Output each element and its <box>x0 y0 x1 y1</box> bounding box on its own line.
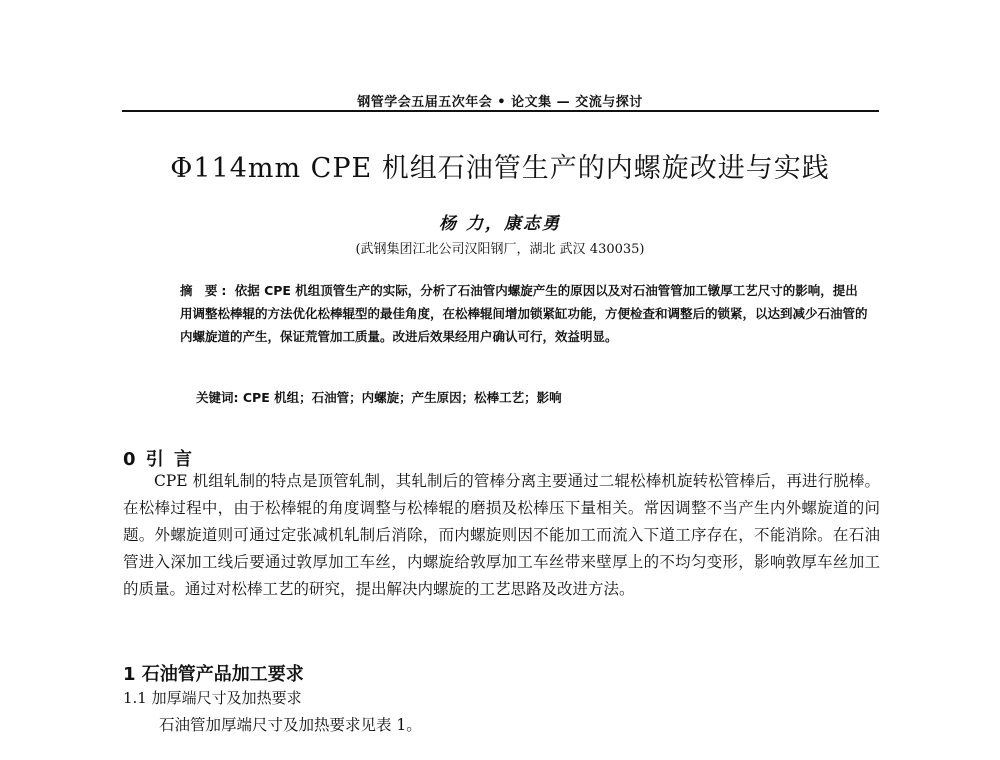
paper-title: Φ114mm CPE 机组石油管生产的内螺旋改进与实践 <box>170 153 830 184</box>
abstract <box>180 279 870 349</box>
keywords <box>196 388 870 406</box>
header-rule <box>122 110 879 112</box>
keywords-label: 关键词: <box>196 390 239 405</box>
abstract-text: 依据 CPE 机组顶管生产的实际，分析了石油管内螺旋产生的原因以及对石油管管加工镦厚工艺尺寸的影响，提出用调整松棒辊的方法优化松棒辊型的最佳角度，在松棒辊间增加锁紧缸功能，方便检查和调整后的锁紧，以达到减少石油管的内螺旋道的产生，保证荒管加工质量。改进后效果经用户确认可行，效益明显。 <box>180 283 868 345</box>
authors: 杨 力，康志勇 <box>439 214 561 234</box>
introduction-paragraph: CPE 机组轧制的特点是顶管轧制，其轧制后的管棒分离主要通过二辊松棒机旋转松管棒后，再进行脱棒。在松棒过程中，由于松棒辊的角度调整与松棒辊的磨损及松棒压下量相关。常因调整不当产生内外螺旋道的问题。外螺旋道则可通过定张减机轧制后消除，而内螺旋则因不能加工而流入下道工序存在，不能消除。在石油管进入深加工线后要通过敦厚加工车丝，内螺旋给敦厚加工车丝带来壁厚上的不均匀变形，影响敦厚车丝加工的质量。通过对松棒工艺的研究，提出解决内螺旋的工艺思路及改进方法。 <box>123 472 880 598</box>
keywords-text: CPE 机组；石油管；内螺旋；产生原因；松棒工艺；影响 <box>242 390 562 405</box>
section-heading-introduction: 0 引 言 <box>123 449 195 470</box>
running-header: 钢管学会五届五次年会 • 论文集 — 交流与探讨 <box>357 95 643 110</box>
affiliation: (武钢集团江北公司汉阳钢厂，湖北 武汉 430035) <box>355 242 645 257</box>
abstract-label: 摘 要: <box>180 283 231 298</box>
subsection-heading: 1.1 加厚端尺寸及加热要求 <box>123 689 302 707</box>
section-heading-requirements: 1 石油管产品加工要求 <box>123 664 304 685</box>
subsection-paragraph: 石油管加厚端尺寸及加热要求见表 1。 <box>159 716 422 734</box>
